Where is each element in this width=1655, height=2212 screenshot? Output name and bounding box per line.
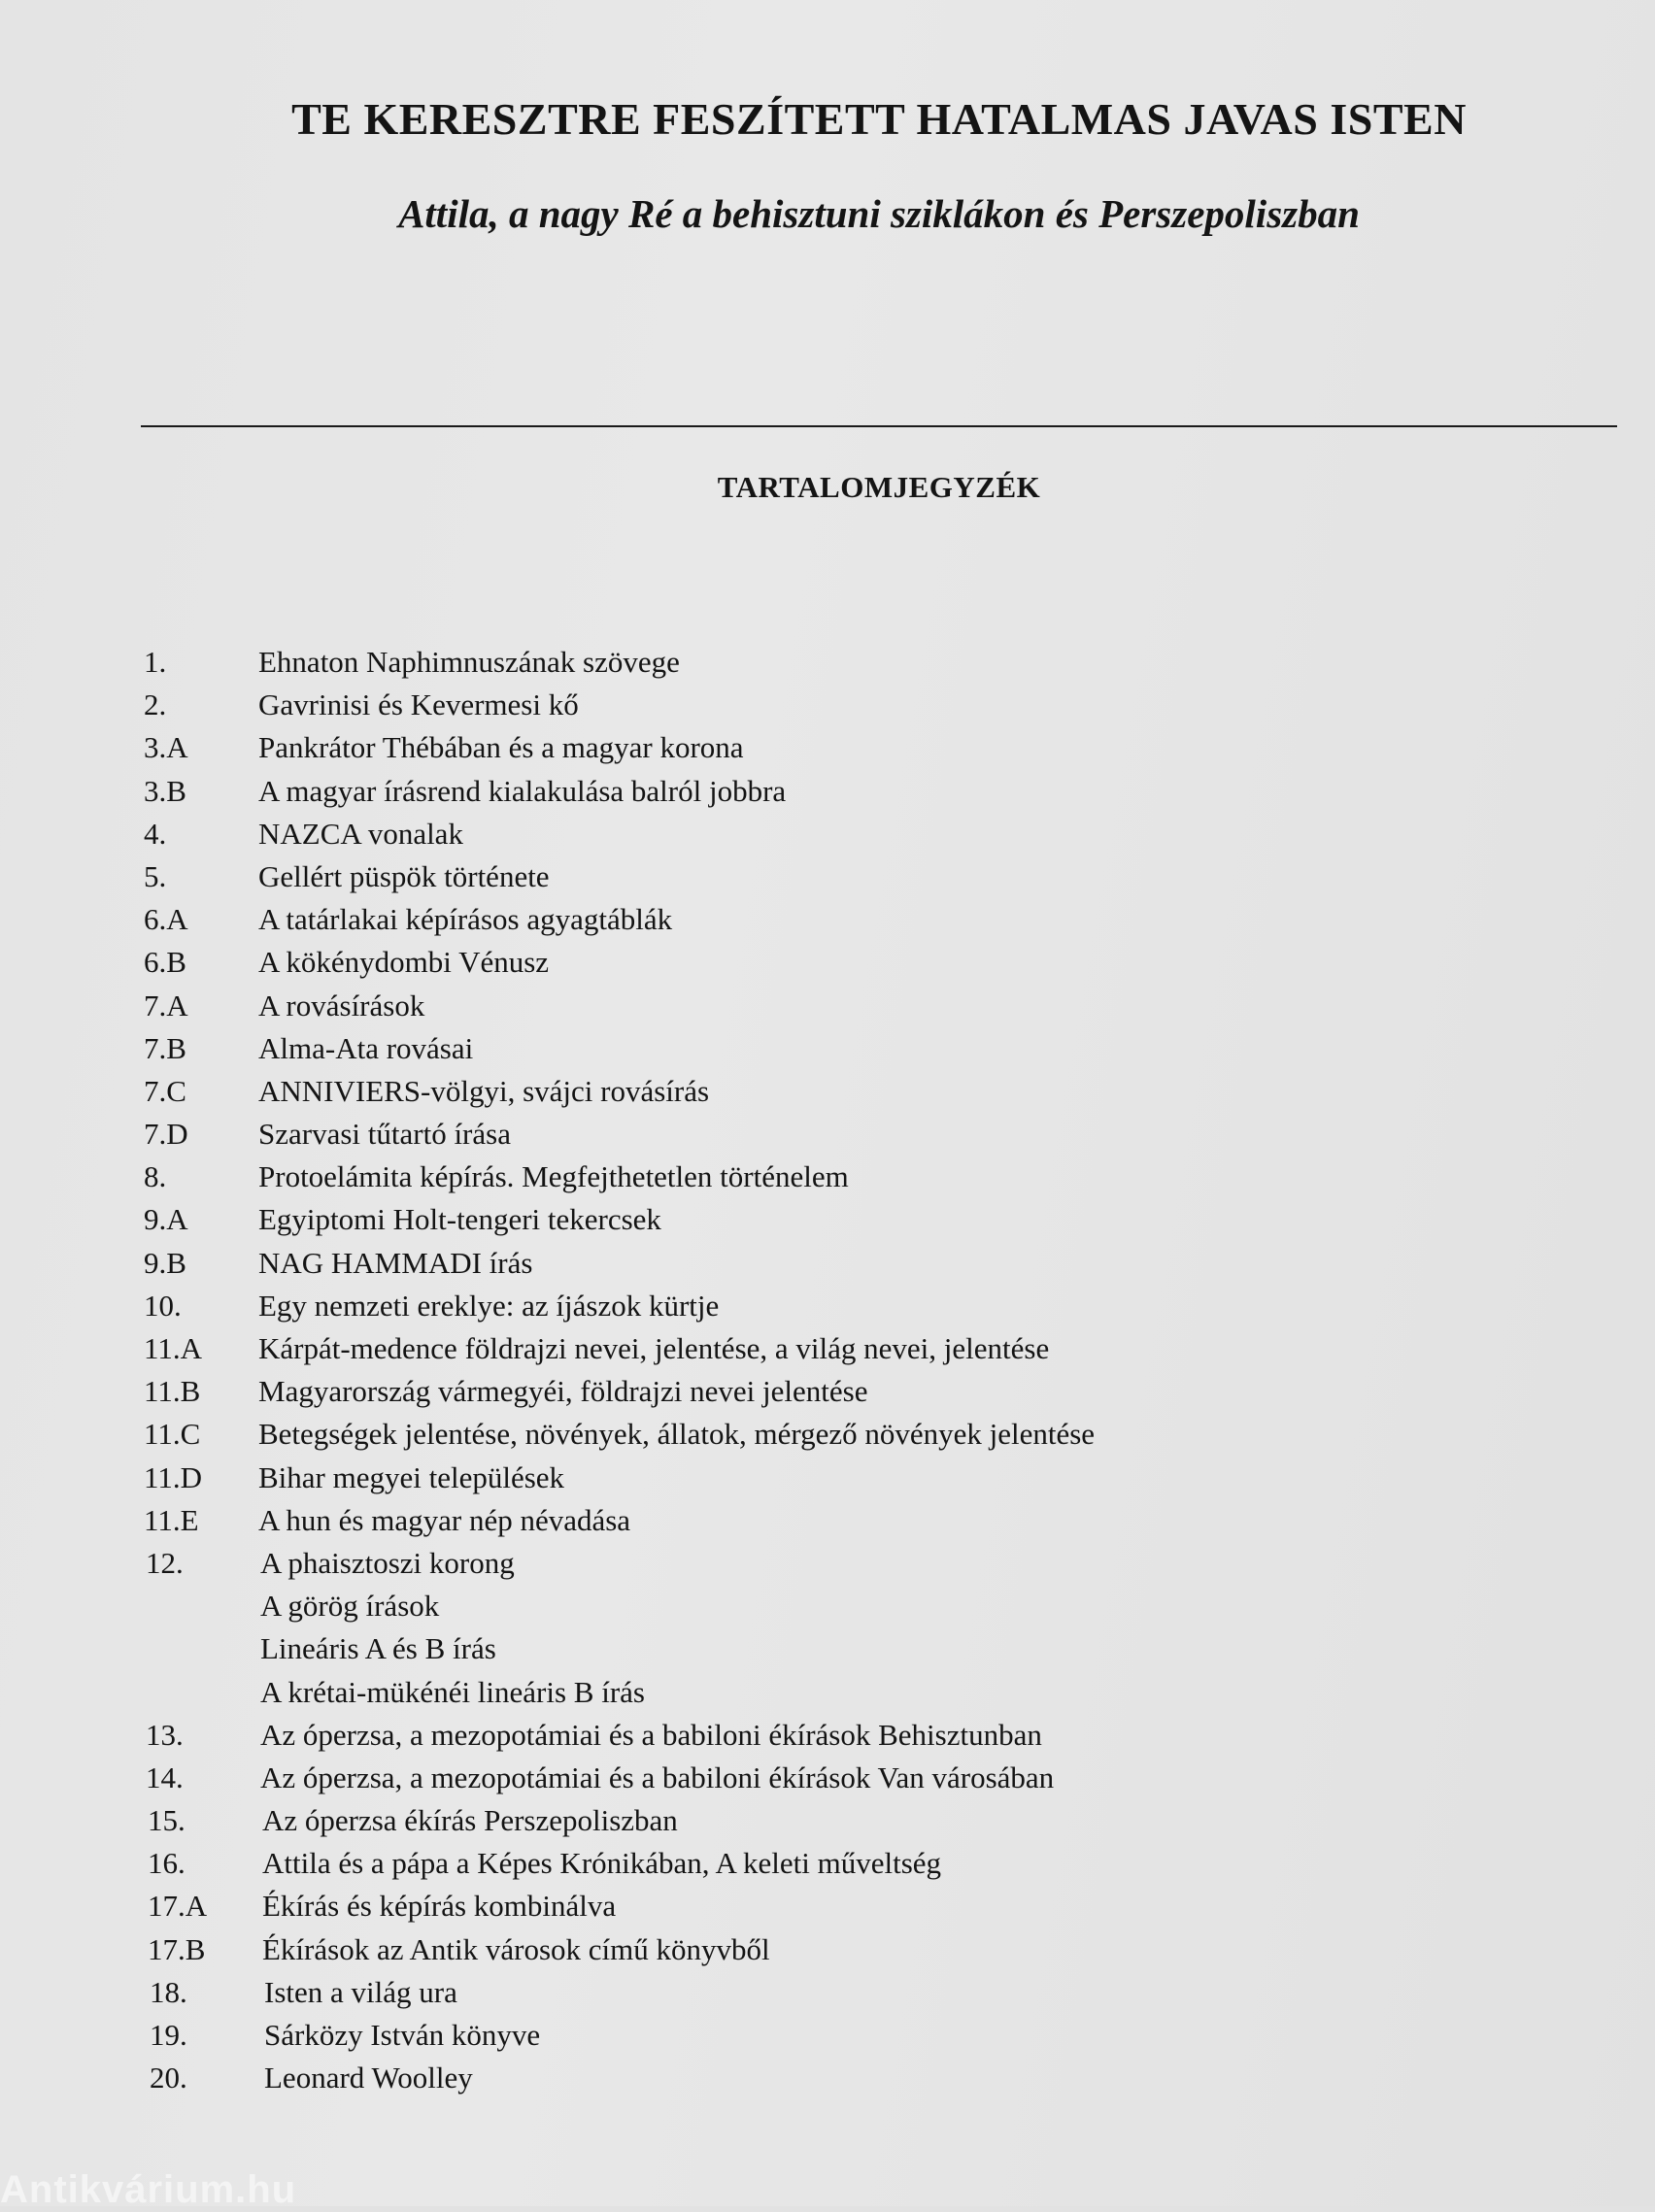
- toc-entry-number: 6.B: [144, 945, 186, 980]
- toc-entry: [144, 684, 1601, 726]
- toc-entry-title: Lineáris A és B írás: [260, 1631, 496, 1666]
- toc-entry: [144, 1413, 1601, 1456]
- toc-entry: [144, 898, 1601, 941]
- toc-entry-number: 17.B: [148, 1931, 206, 1966]
- toc-entry: [144, 1027, 1601, 1070]
- toc-entry-number: 7.A: [144, 988, 188, 1022]
- toc-entry: [144, 726, 1601, 769]
- toc-entry-number: 7.C: [144, 1073, 186, 1108]
- toc-entry-title: Ékírások az Antik városok című könyvből: [262, 1931, 770, 1966]
- document-subtitle: Attila, a nagy Ré a behisztuni sziklákon és Perszepoliszban: [398, 191, 1360, 236]
- toc-entry-number: 11.C: [144, 1417, 201, 1452]
- toc-entry: [144, 1070, 1601, 1113]
- table-of-contents: [144, 641, 1601, 2099]
- toc-entry-title: Isten a világ ura: [264, 1974, 457, 2009]
- toc-entry: [144, 1671, 1601, 1714]
- toc-entry-number: 2.: [144, 687, 167, 722]
- document-title: TE KERESZTRE FESZÍTETT HATALMAS JAVAS ISTEN: [291, 94, 1467, 144]
- toc-entry-number: 11.E: [144, 1502, 199, 1537]
- toc-entry: [144, 855, 1601, 898]
- toc-entry-number: 11.B: [144, 1374, 201, 1409]
- toc-entry-title: Gavrinisi és Kevermesi kő: [258, 687, 579, 722]
- toc-entry-title: Bihar megyei települések: [258, 1459, 565, 1494]
- toc-entry-number: 13.: [146, 1717, 184, 1752]
- toc-entry-title: A magyar írásrend kialakulása balról jobbra: [258, 773, 787, 808]
- toc-entry: [144, 1457, 1601, 1499]
- horizontal-rule: [141, 425, 1617, 427]
- toc-entry: [144, 1327, 1601, 1370]
- toc-entry: [144, 1885, 1601, 1927]
- toc-entry-number: 10.: [144, 1288, 182, 1323]
- toc-entry: [144, 813, 1601, 855]
- toc-entry-number: 9.A: [144, 1202, 188, 1237]
- toc-entry: [144, 1198, 1601, 1241]
- toc-entry-title: Egyiptomi Holt-tengeri tekercsek: [258, 1202, 661, 1237]
- toc-entry-title: A rovásírások: [258, 988, 425, 1022]
- toc-entry-title: Ékírás és képírás kombinálva: [262, 1889, 617, 1924]
- toc-entry-number: 11.D: [144, 1459, 202, 1494]
- toc-entry: [144, 1113, 1601, 1156]
- toc-entry-title: Attila és a pápa a Képes Krónikában, A keleti műveltség: [262, 1846, 942, 1881]
- toc-entry: [144, 1971, 1601, 2014]
- toc-entry: [144, 1757, 1601, 1799]
- toc-entry: [144, 1714, 1601, 1757]
- toc-entry: [144, 1370, 1601, 1413]
- toc-entry-title: Az óperzsa, a mezopotámiai és a babiloni ékírások Behisztunban: [260, 1717, 1042, 1752]
- toc-entry-title: Sárközy István könyve: [264, 2018, 541, 2052]
- toc-entry-title: Szarvasi tűtartó írása: [258, 1117, 511, 1152]
- toc-entry-title: Egy nemzeti ereklye: az íjászok kürtje: [258, 1288, 720, 1323]
- toc-entry-title: Protoelámita képírás. Megfejthetetlen történelem: [258, 1159, 849, 1194]
- toc-entry-number: 20.: [150, 2061, 187, 2095]
- toc-entry-number: 3.A: [144, 730, 188, 765]
- toc-entry-title: Alma-Ata rovásai: [258, 1030, 474, 1065]
- toc-entry-number: 3.B: [144, 773, 186, 808]
- toc-entry-title: Az óperzsa ékírás Perszepoliszban: [262, 1803, 678, 1838]
- toc-entry: [144, 1799, 1601, 1842]
- toc-entry-title: A görög írások: [260, 1589, 440, 1624]
- toc-entry-number: 19.: [150, 2018, 187, 2052]
- toc-entry: [144, 770, 1601, 813]
- toc-entry-title: A kökénydombi Vénusz: [258, 945, 550, 980]
- toc-entry: [144, 1928, 1601, 1971]
- toc-entry-title: A phaisztoszi korong: [260, 1545, 515, 1580]
- toc-entry-number: 4.: [144, 816, 167, 851]
- toc-entry-number: 8.: [144, 1159, 167, 1194]
- toc-entry-title: Ehnaton Naphimnuszának szövege: [258, 645, 680, 679]
- toc-entry-number: 12.: [146, 1545, 184, 1580]
- toc-heading: TARTALOMJEGYZÉK: [717, 470, 1041, 504]
- toc-entry-title: NAZCA vonalak: [258, 816, 463, 851]
- toc-entry-title: Magyarország vármegyéi, földrajzi nevei jelentése: [258, 1374, 868, 1409]
- toc-entry-number: 17.A: [148, 1889, 208, 1924]
- toc-entry-title: Betegségek jelentése, növények, állatok, mérgező növények jelentése: [258, 1417, 1096, 1452]
- watermark: Antikvárium.hu: [0, 2168, 297, 2211]
- toc-entry: [144, 985, 1601, 1027]
- toc-entry: [144, 1156, 1601, 1198]
- toc-entry-number: 9.B: [144, 1245, 186, 1280]
- toc-entry-number: 7.B: [144, 1030, 186, 1065]
- toc-entry-title: Az óperzsa, a mezopotámiai és a babiloni ékírások Van városában: [260, 1760, 1055, 1794]
- toc-entry: [144, 1285, 1601, 1327]
- toc-entry: [144, 1842, 1601, 1885]
- toc-entry-number: 16.: [148, 1846, 186, 1881]
- toc-entry-number: 7.D: [144, 1117, 188, 1152]
- toc-entry: [144, 2014, 1601, 2057]
- toc-entry-title: ANNIVIERS-völgyi, svájci rovásírás: [258, 1073, 710, 1108]
- toc-entry-title: A hun és magyar nép névadása: [258, 1502, 631, 1537]
- toc-entry-number: 11.A: [144, 1331, 202, 1365]
- toc-entry: [144, 1627, 1601, 1670]
- toc-entry-number: 15.: [148, 1803, 186, 1838]
- toc-entry-title: Pankrátor Thébában és a magyar korona: [258, 730, 744, 765]
- toc-entry-number: 18.: [150, 1974, 187, 2009]
- toc-entry: [144, 2057, 1601, 2099]
- toc-entry: [144, 1242, 1601, 1285]
- toc-entry: [144, 1499, 1601, 1542]
- toc-entry-number: 1.: [144, 645, 167, 679]
- toc-entry-title: A tatárlakai képírásos agyagtáblák: [258, 902, 673, 937]
- toc-entry-number: 14.: [146, 1760, 184, 1794]
- toc-entry-title: Kárpát-medence földrajzi nevei, jelentése, a világ nevei, jelentése: [258, 1331, 1050, 1365]
- toc-entry-title: Gellért püspök története: [258, 858, 550, 893]
- toc-entry: [144, 1585, 1601, 1627]
- toc-entry: [144, 1542, 1601, 1585]
- toc-entry-title: NAG HAMMADI írás: [258, 1245, 533, 1280]
- toc-entry-number: 5.: [144, 858, 167, 893]
- toc-entry-title: A krétai-mükénéi lineáris B írás: [260, 1674, 645, 1709]
- toc-entry: [144, 941, 1601, 984]
- toc-entry: [144, 641, 1601, 684]
- toc-entry-number: 6.A: [144, 902, 188, 937]
- toc-entry-title: Leonard Woolley: [264, 2061, 473, 2095]
